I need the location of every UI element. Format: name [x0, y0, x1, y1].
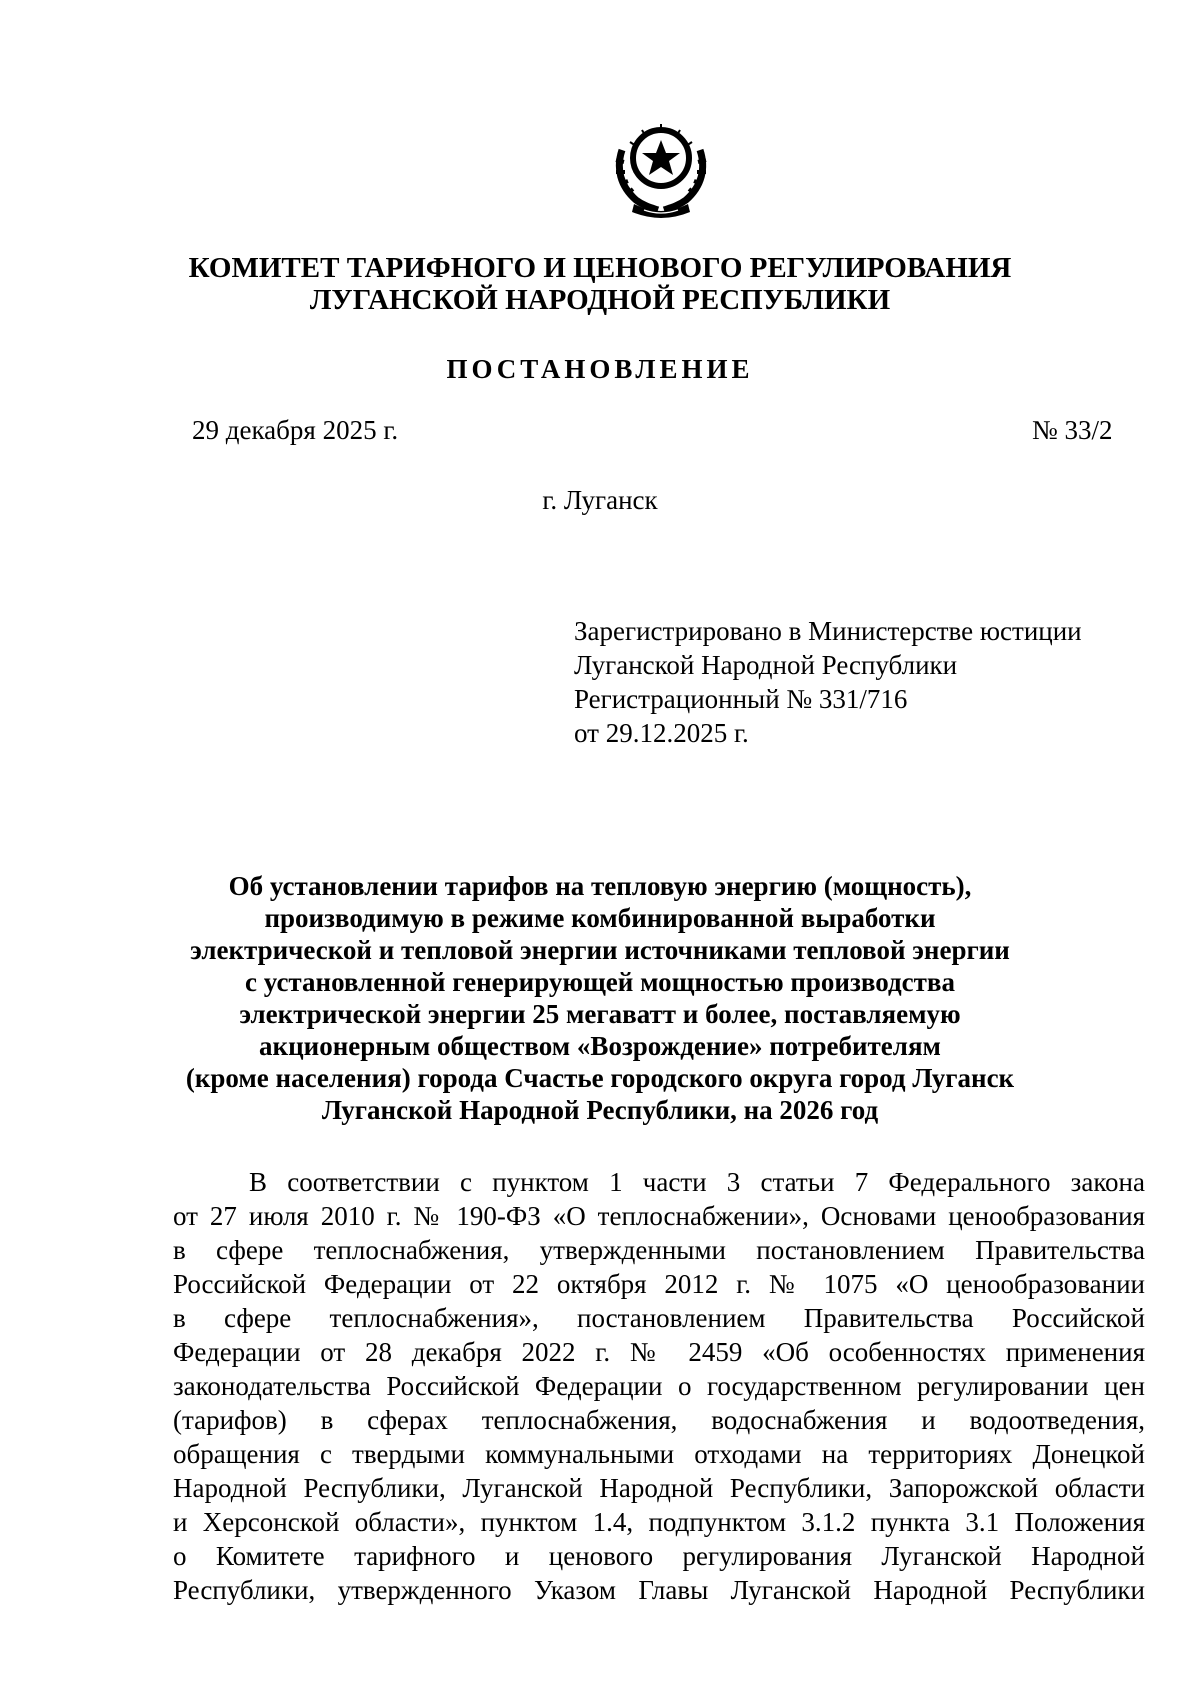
body-line: Российской Федерации от 22 октября 2012 г. № 1075 «О ценообразовании [173, 1269, 1145, 1299]
title-line: Луганской Народной Республики, на 2026 год [321, 1095, 879, 1125]
registration-line: Луганской Народной Республики [574, 650, 958, 680]
title-line: с установленной генерирующей мощностью производства [245, 967, 955, 997]
title-line: электрической энергии 25 мегаватт и более, поставляемую [239, 999, 961, 1029]
document-date: 29 декабря 2025 г. [192, 415, 399, 445]
body-line: о Комитете тарифного и ценового регулирования Луганской Народной [173, 1541, 1145, 1571]
title-line: Об установлении тарифов на тепловую энергию (мощность), [228, 871, 972, 901]
registration-line: от 29.12.2025 г. [574, 718, 749, 748]
registration-line: Зарегистрировано в Министерстве юстиции [574, 616, 1082, 646]
body-line: обращения с твердыми коммунальными отходами на территориях Донецкой [173, 1439, 1145, 1469]
body-line: в сфере теплоснабжения, утвержденными постановлением Правительства [173, 1235, 1145, 1265]
registration-line: Регистрационный № 331/716 [574, 684, 908, 714]
body-line: в сфере теплоснабжения», постановлением Правительства Российской [173, 1303, 1145, 1333]
document-type-heading: ПОСТАНОВЛЕНИЕ [446, 354, 754, 384]
body-line: В соответствии с пунктом 1 части 3 статьи 7 Федерального закона [249, 1167, 1145, 1197]
body-line: Народной Республики, Луганской Народной Республики, Запорожской области [173, 1473, 1145, 1503]
body-line: Республики, утвержденного Указом Главы Луганской Народной Республики [173, 1575, 1145, 1605]
body-line: (тарифов) в сферах теплоснабжения, водоснабжения и водоотведения, [173, 1405, 1145, 1435]
body-line: законодательства Российской Федерации о государственном регулировании цен [173, 1371, 1145, 1401]
coat-of-arms-icon [602, 120, 720, 224]
organization-line: ЛУГАНСКОЙ НАРОДНОЙ РЕСПУБЛИКИ [309, 284, 891, 316]
title-line: (кроме населения) города Счастье городского округа город Луганск [185, 1063, 1015, 1093]
title-line: электрической и тепловой энергии источниками тепловой энергии [190, 935, 1010, 965]
document-number: № 33/2 [1032, 415, 1113, 445]
organization-line: КОМИТЕТ ТАРИФНОГО И ЦЕНОВОГО РЕГУЛИРОВАНИЯ [188, 252, 1012, 284]
title-line: акционерным обществом «Возрождение» потребителям [259, 1031, 941, 1061]
body-line: и Херсонской области», пунктом 1.4, подпунктом 3.1.2 пункта 3.1 Положения [173, 1507, 1145, 1537]
title-line: производимую в режиме комбинированной выработки [264, 903, 936, 933]
body-line: от 27 июля 2010 г. № 190-ФЗ «О теплоснабжении», Основами ценообразования [173, 1201, 1145, 1231]
body-line: Федерации от 28 декабря 2022 г. № 2459 «Об особенностях применения [173, 1337, 1145, 1367]
document-city: г. Луганск [542, 485, 658, 515]
